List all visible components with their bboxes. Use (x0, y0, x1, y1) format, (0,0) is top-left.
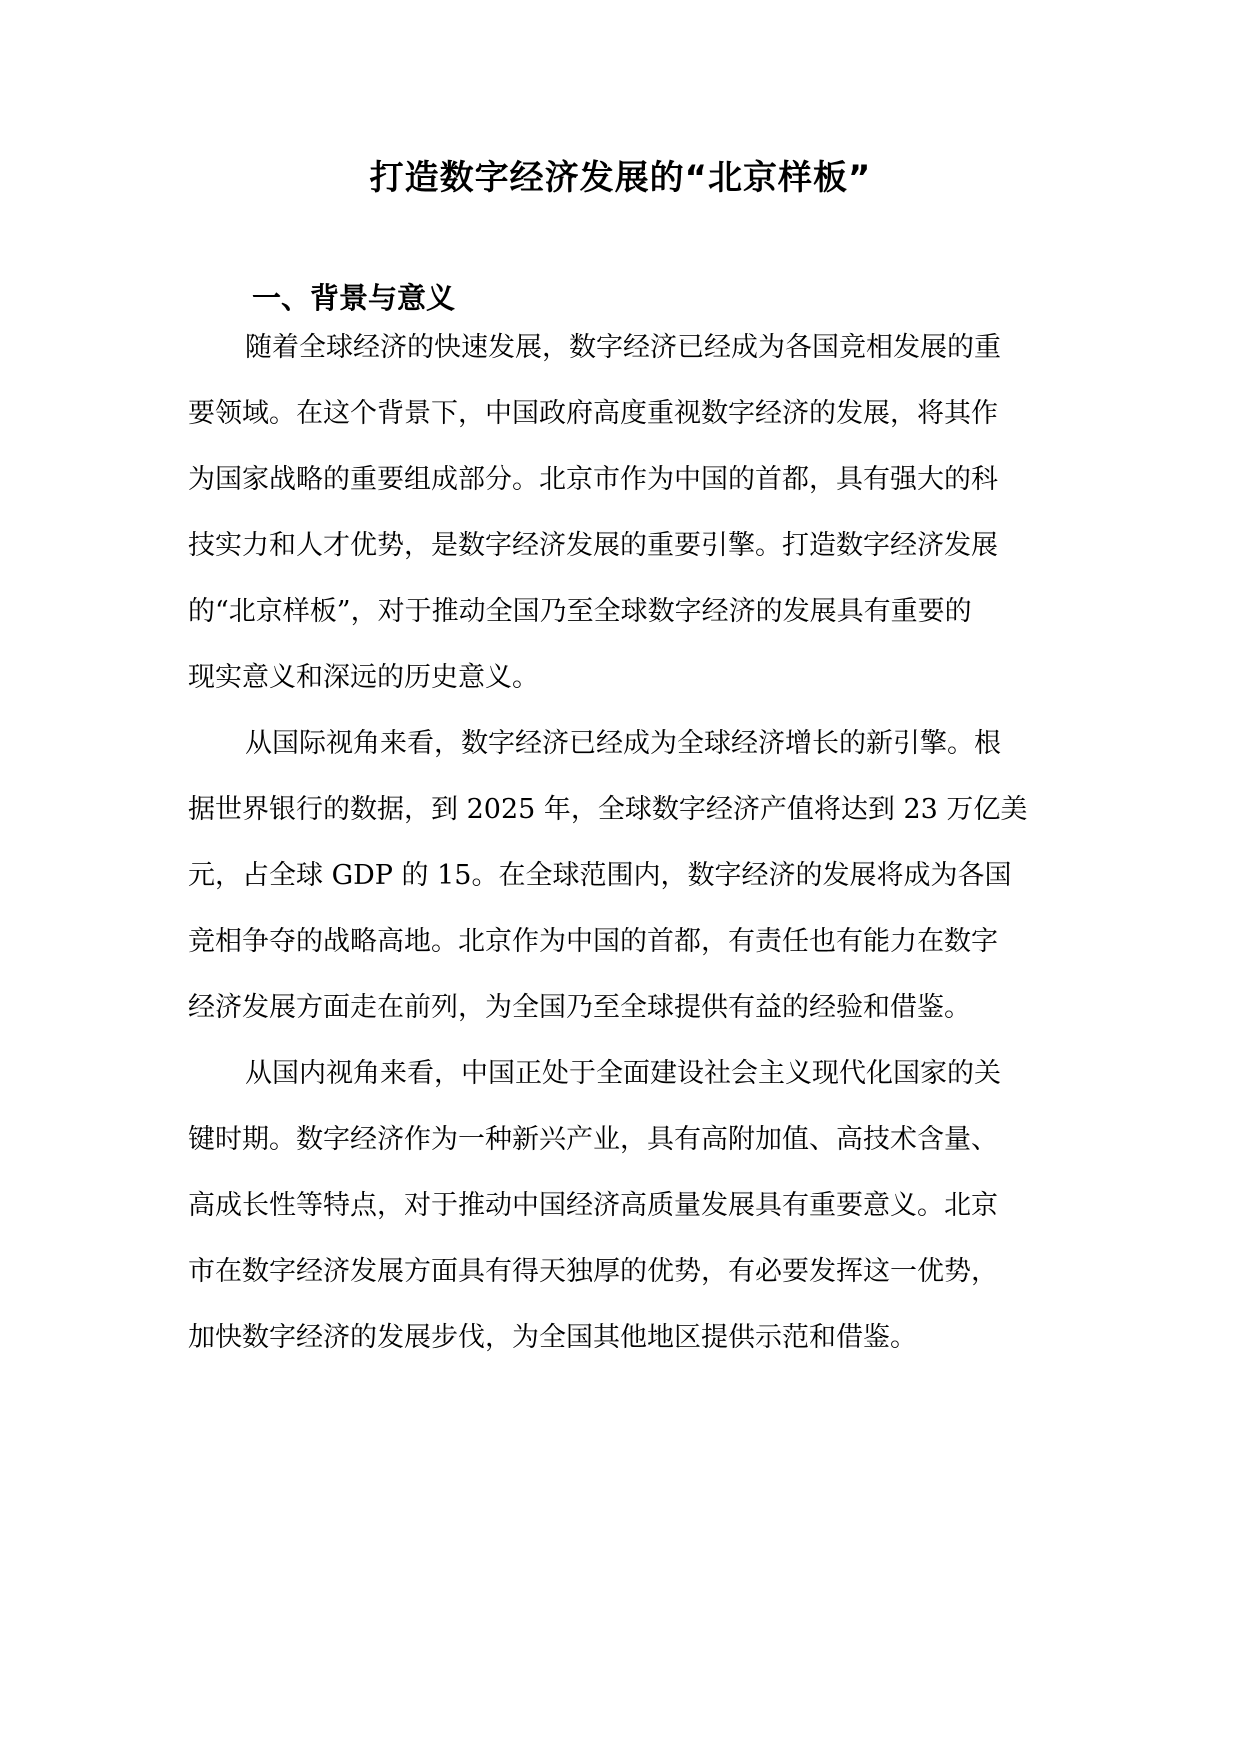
paragraph-1-line-2: 要领域。在这个背景下，中国政府高度重视数字经济的发展，将其作 (188, 398, 998, 429)
paragraph-3-line-3: 高成长性等特点，对于推动中国经济高质量发展具有重要意义。北京 (188, 1190, 998, 1221)
paragraph-1-line-3: 为国家战略的重要组成部分。北京市作为中国的首都，具有强大的科 (188, 464, 998, 495)
paragraph-2-line-3: 元，占全球 GDP 的 15。在全球范围内，数字经济的发展将成为各国 (188, 860, 1012, 891)
paragraph-3-line-5: 加快数字经济的发展步伐，为全国其他地区提供示范和借鉴。 (188, 1322, 917, 1353)
document-title: 打造数字经济发展的“北京样板” (369, 158, 872, 198)
paragraph-3-line-1: 从国内视角来看，中国正处于全面建设社会主义现代化国家的关 (245, 1058, 1001, 1089)
paragraph-2-line-1: 从国际视角来看，数字经济已经成为全球经济增长的新引擎。根 (245, 728, 1001, 759)
paragraph-1-line-1: 随着全球经济的快速发展，数字经济已经成为各国竞相发展的重 (245, 332, 1001, 363)
paragraph-2-line-2: 据世界银行的数据，到 2025 年，全球数字经济产值将达到 23 万亿美 (188, 794, 1028, 825)
paragraph-2-line-5: 经济发展方面走在前列，为全国乃至全球提供有益的经验和借鉴。 (188, 992, 971, 1023)
paragraph-3-line-2: 键时期。数字经济作为一种新兴产业，具有高附加值、高技术含量、 (188, 1124, 998, 1155)
paragraph-1-line-4: 技实力和人才优势，是数字经济发展的重要引擎。打造数字经济发展 (188, 530, 998, 561)
section-heading: 一、背景与意义 (252, 281, 456, 315)
paragraph-1-line-6: 现实意义和深远的历史意义。 (188, 662, 539, 693)
paragraph-1-line-5: 的“北京样板”，对于推动全国乃至全球数字经济的发展具有重要的 (188, 596, 972, 627)
paragraph-3-line-4: 市在数字经济发展方面具有得天独厚的优势，有必要发挥这一优势， (188, 1256, 998, 1287)
paragraph-2-line-4: 竞相争夺的战略高地。北京作为中国的首都，有责任也有能力在数字 (188, 926, 998, 957)
